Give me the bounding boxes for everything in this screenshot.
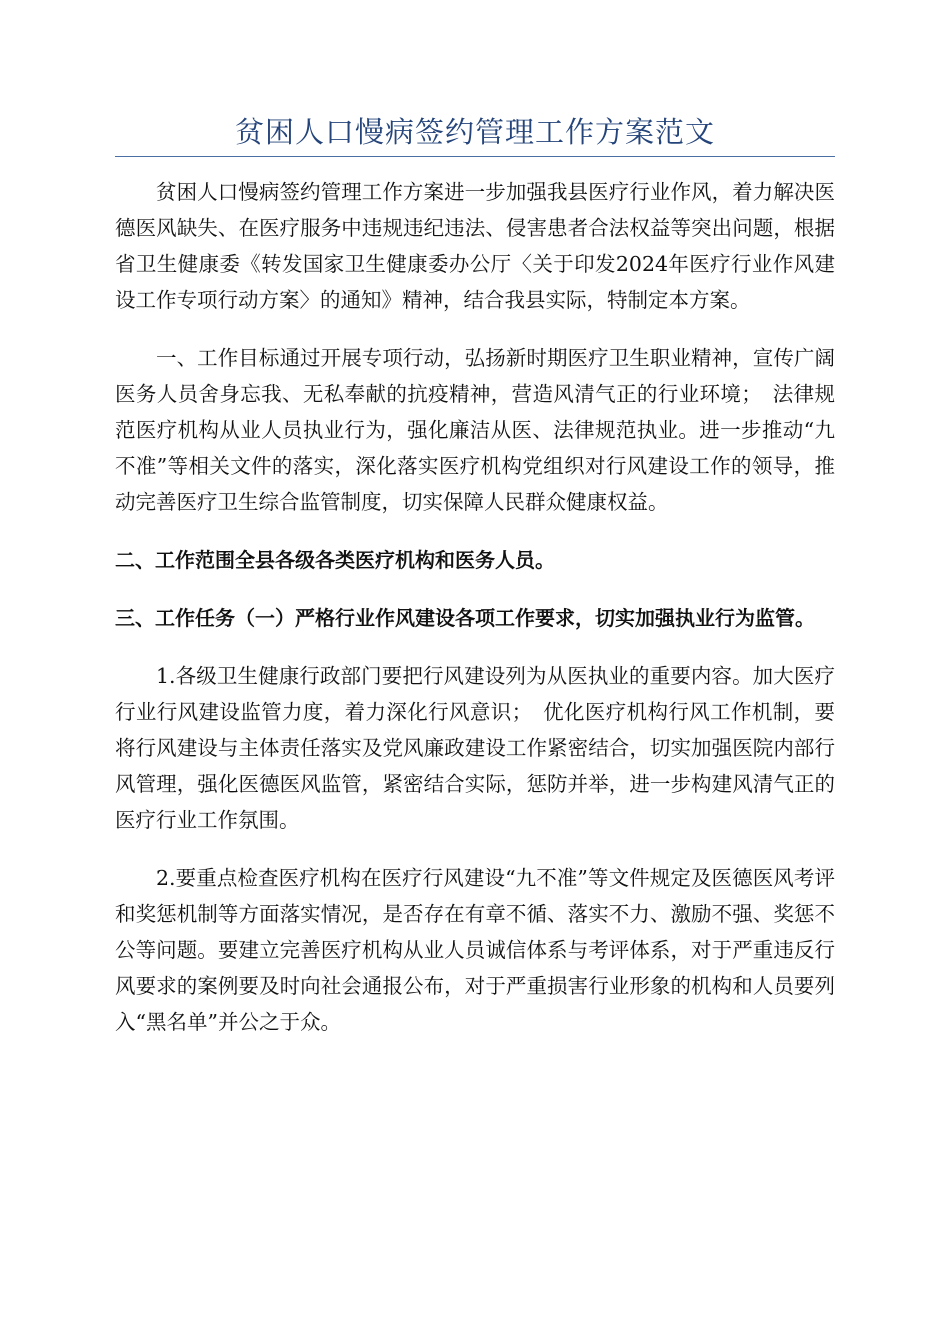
paragraph-task-1: 1.各级卫生健康行政部门要把行风建设列为从医执业的重要内容。加大医疗行业行风建设监管力度，着力深化行风意识； 优化医疗机构行风工作机制，要将行风建设与主体责任落实及党风廉政建设工作紧密结合，切实加强医院内部行风管理，强化医德医风监管，紧密结合实际，惩防并举，进一步构建风清气正的医疗行业工作氛围。 (115, 664, 835, 832)
paragraph-work-goals: 一、工作目标通过开展专项行动，弘扬新时期医疗卫生职业精神，宣传广阔医务人员舍身忘我、无私奉献的抗疫精神，营造风清气正的行业环境； 法律规范医疗机构从业人员执业行为，强化廉洁从医、法律规范执业。进一步推动“九不准”等相关文件的落实，深化落实医疗机构党组织对行风建设工作的领导，推动完善医疗卫生综合监管制度，切实保障人民群众健康权益。 (115, 346, 835, 514)
title-block (115, 108, 835, 157)
heading-work-tasks: 三、工作任务（一）严格行业作风建设各项工作要求，切实加强执业行为监管。 (115, 606, 815, 630)
paragraph-intro: 贫困人口慢病签约管理工作方案进一步加强我县医疗行业作风，着力解决医德医风缺失、在医疗服务中违规违纪违法、侵害患者合法权益等突出问题，根据省卫生健康委《转发国家卫生健康委办公厅〈关于印发2024年医疗行业作风建设工作专项行动方案〉的通知》精神，结合我县实际，特制定本方案。 (115, 180, 835, 312)
document-title: 贫困人口慢病签约管理工作方案范文 (234, 115, 715, 149)
paragraph-task-2: 2.要重点检查医疗机构在医疗行风建设“九不准”等文件规定及医德医风考评和奖惩机制等方面落实情况，是否存在有章不循、落实不力、激励不强、奖惩不公等问题。要建立完善医疗机构从业人员诚信体系与考评体系，对于严重违反行风要求的案例要及时向社会通报公布，对于严重损害行业形象的机构和人员要列入“黑名单”并公之于众。 (115, 866, 835, 1034)
heading-work-scope: 二、工作范围全县各级各类医疗机构和医务人员。 (115, 548, 555, 572)
document-body (115, 174, 835, 1062)
